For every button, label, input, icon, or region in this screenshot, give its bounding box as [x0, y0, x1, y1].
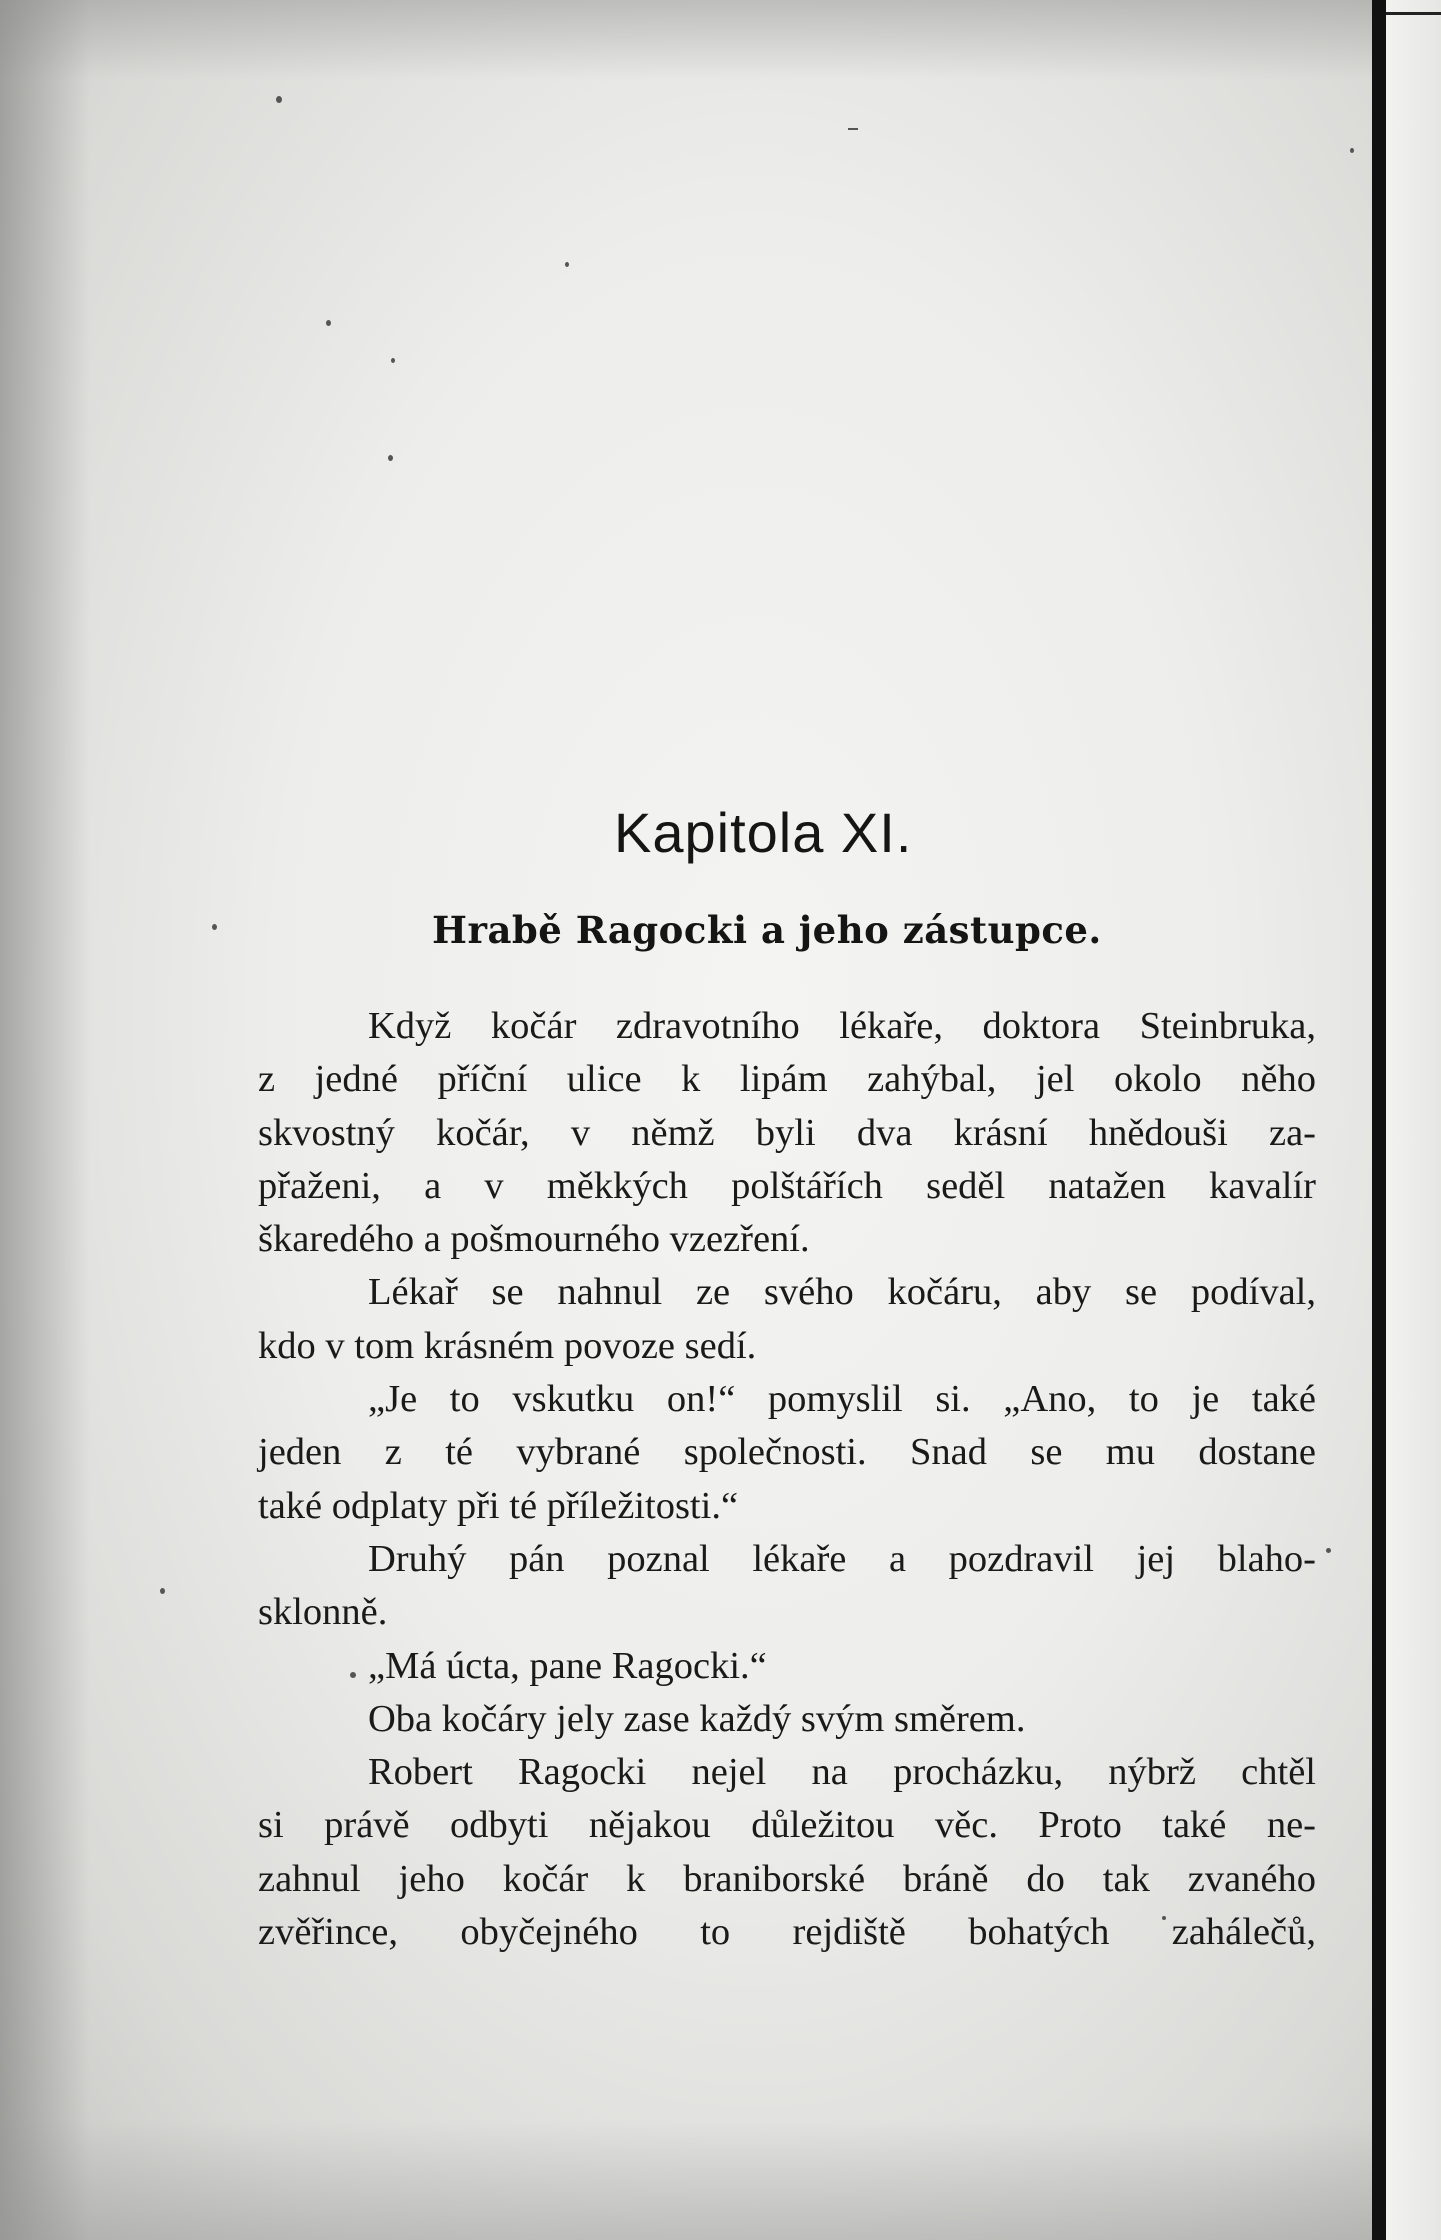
page-top-shadow — [0, 0, 1372, 80]
text-line: z jedné příční ulice k lipám zahýbal, jel okolo něho — [258, 1058, 1316, 1101]
text-line: skvostný kočár, v němž byli dva krásní hnědouši za- — [258, 1111, 1316, 1154]
text-line: „Je to vskutku on!“ pomyslil si. „Ano, to je také — [368, 1378, 1316, 1421]
paper-speck — [1350, 148, 1354, 153]
text-line: jeden z té vybrané společnosti. Snad se mu dostane — [258, 1431, 1316, 1474]
paper-speck — [565, 262, 569, 267]
chapter-subtitle: Hrabě Ragocki a jeho zástupce. — [432, 908, 1102, 952]
text-line: kdo v tom krásném povoze sedí. — [258, 1324, 757, 1367]
chapter-title: Kapitola XI. — [614, 801, 913, 864]
paper-speck — [388, 455, 393, 461]
page-gutter-shadow — [0, 0, 90, 2240]
text-line: zvěřince, obyčejného to rejdiště bohatých zahálečů, — [258, 1911, 1316, 1954]
adjacent-page-edge — [1386, 0, 1441, 2240]
paper-speck — [212, 924, 217, 930]
page-edge-shadow — [1372, 0, 1386, 2240]
text-line: škaredého a pošmourného vzezření. — [258, 1218, 810, 1261]
text-line: Oba kočáry jely zase každý svým směrem. — [368, 1697, 1026, 1740]
text-line: „Má úcta, pane Ragocki.“ — [368, 1644, 767, 1687]
adjacent-page-rule — [1386, 12, 1441, 15]
text-line: Robert Ragocki nejel na procházku, nýbrž chtěl — [368, 1751, 1316, 1794]
paper-speck — [1326, 1548, 1331, 1553]
text-line: Druhý pán poznal lékaře a pozdravil jej blaho- — [368, 1537, 1316, 1580]
text-line: si právě odbyti nějakou důležitou věc. Proto také ne- — [258, 1804, 1316, 1847]
paper-speck — [160, 1588, 165, 1594]
text-line: Lékař se nahnul ze svého kočáru, aby se podíval, — [368, 1271, 1316, 1314]
text-line: také odplaty při té příležitosti.“ — [258, 1484, 739, 1527]
body-text — [258, 1000, 1316, 1959]
paper-speck — [276, 96, 282, 103]
text-line: sklonně. — [258, 1591, 388, 1634]
paper-speck — [391, 358, 395, 363]
paper-speck — [326, 320, 331, 326]
paper-speck — [848, 128, 858, 130]
page-bottom-shadow — [0, 2120, 1372, 2240]
text-line: Když kočár zdravotního lékaře, doktora Steinbruka, — [368, 1005, 1316, 1047]
text-line: přaženi, a v měkkých polštářích seděl natažen kavalír — [258, 1164, 1316, 1207]
text-line: zahnul jeho kočár k braniborské bráně do tak zvaného — [258, 1857, 1316, 1900]
